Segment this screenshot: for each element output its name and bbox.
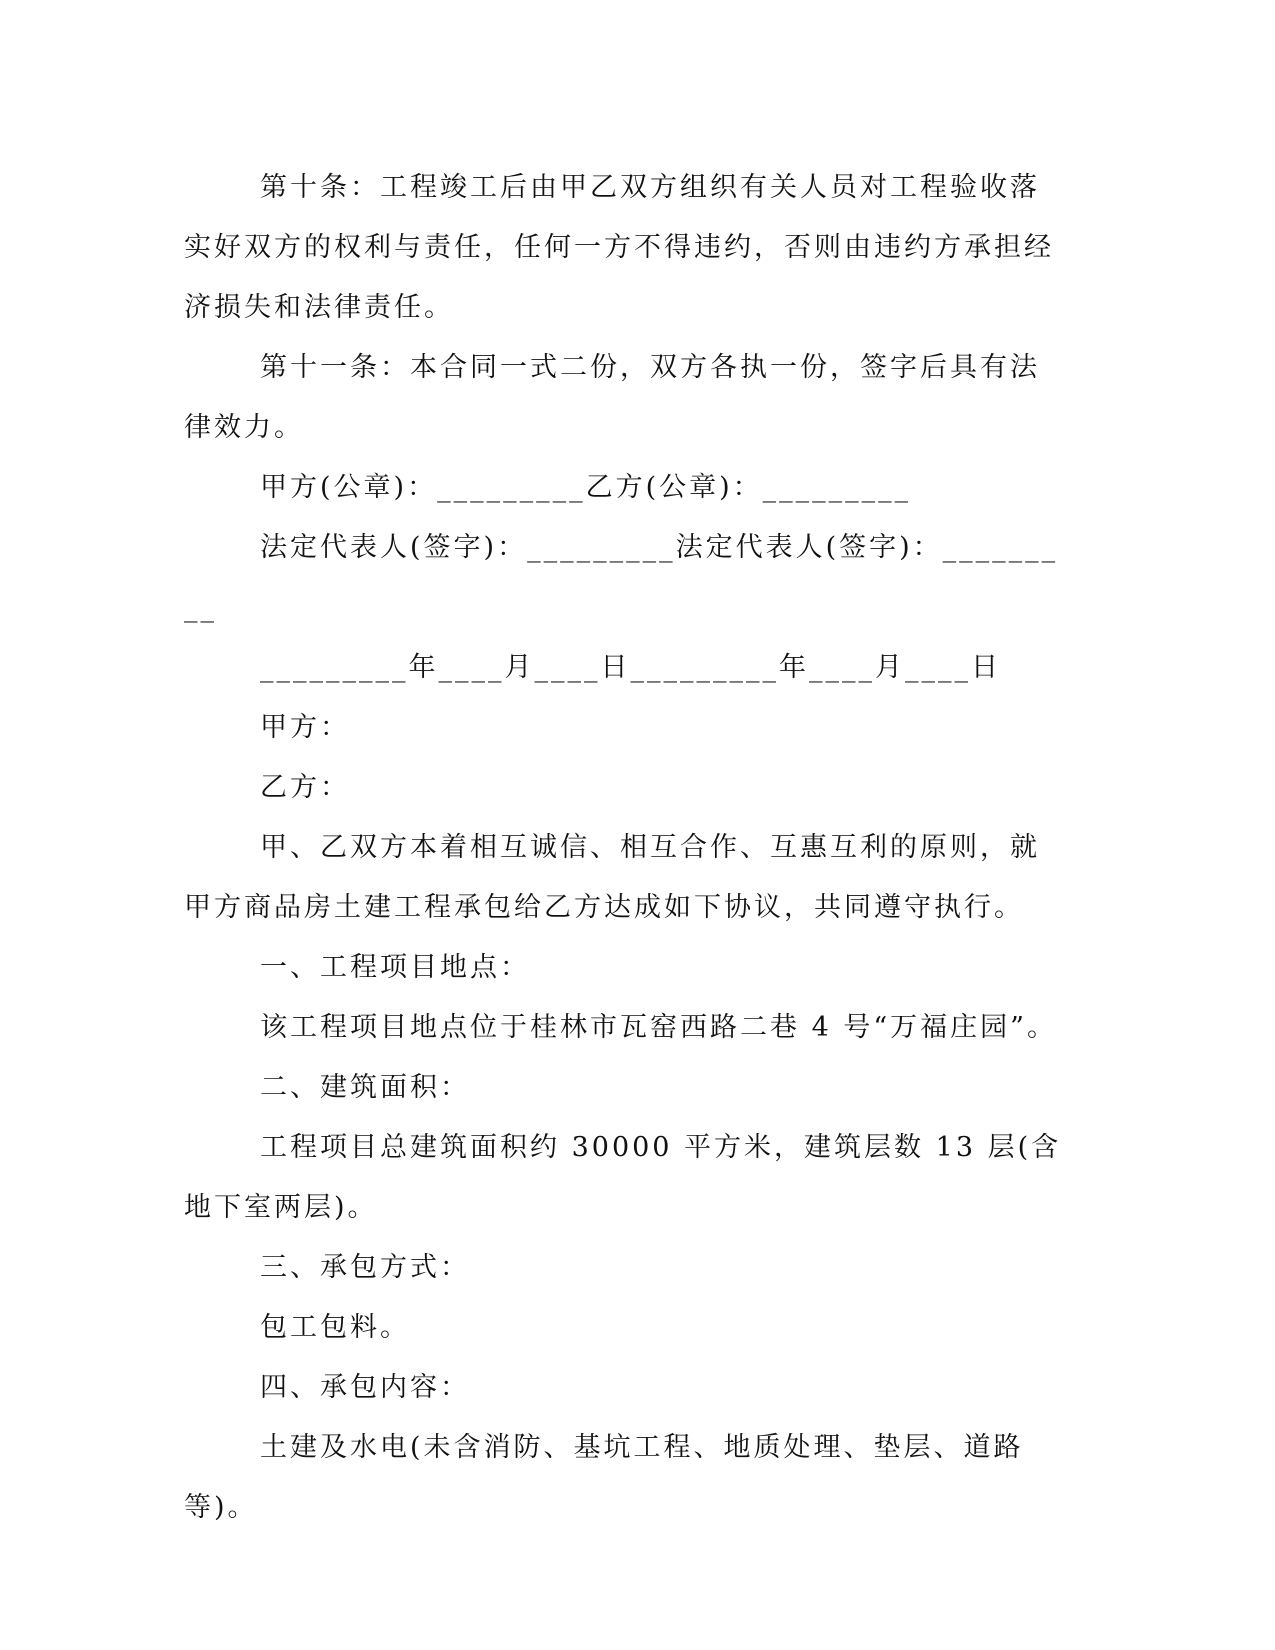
area-paragraph: 工程项目总建筑面积约 30000 平方米，建筑层数 13 层(含地下室两层)。 <box>184 1132 1062 1223</box>
article-10-paragraph: 第十条：工程竣工后由甲乙双方组织有关人员对工程验收落实好双方的权利与责任，任何一方不得违约，否则由违约方承担经济损失和法律责任。 <box>184 172 1054 323</box>
section-heading-contract-content: 四、承包内容： <box>260 1372 470 1403</box>
party-a-line: 甲方： <box>260 712 350 743</box>
document-body <box>184 158 1064 1538</box>
section-heading-area: 二、建筑面积： <box>260 1072 470 1103</box>
section-heading-location: 一、工程项目地点： <box>260 952 530 983</box>
location-paragraph: 该工程项目地点位于桂林市瓦窑西路二巷 4 号“万福庄园”。 <box>260 1012 1057 1043</box>
section-heading-contract-method: 三、承包方式： <box>260 1252 470 1283</box>
contract-content-paragraph: 土建及水电(未含消防、基坑工程、地质处理、垫层、道路等)。 <box>184 1432 1024 1523</box>
date-line: _________年____月____日_________年____月____日 <box>260 652 1001 683</box>
agreement-intro-paragraph: 甲、乙双方本着相互诚信、相互合作、互惠互利的原则，就甲方商品房土建工程承包给乙方达成如下协议，共同遵守执行。 <box>184 832 1040 923</box>
party-seal-line: 甲方(公章)：_________乙方(公章)：_________ <box>260 472 912 503</box>
party-b-line: 乙方： <box>260 772 350 803</box>
legal-representative-signature-line: 法定代表人(签字)：_________法定代表人(签字)：_________ <box>184 532 1059 623</box>
article-11-paragraph: 第十一条：本合同一式二份，双方各执一份，签字后具有法律效力。 <box>184 352 1040 443</box>
contract-method-paragraph: 包工包料。 <box>260 1312 410 1343</box>
